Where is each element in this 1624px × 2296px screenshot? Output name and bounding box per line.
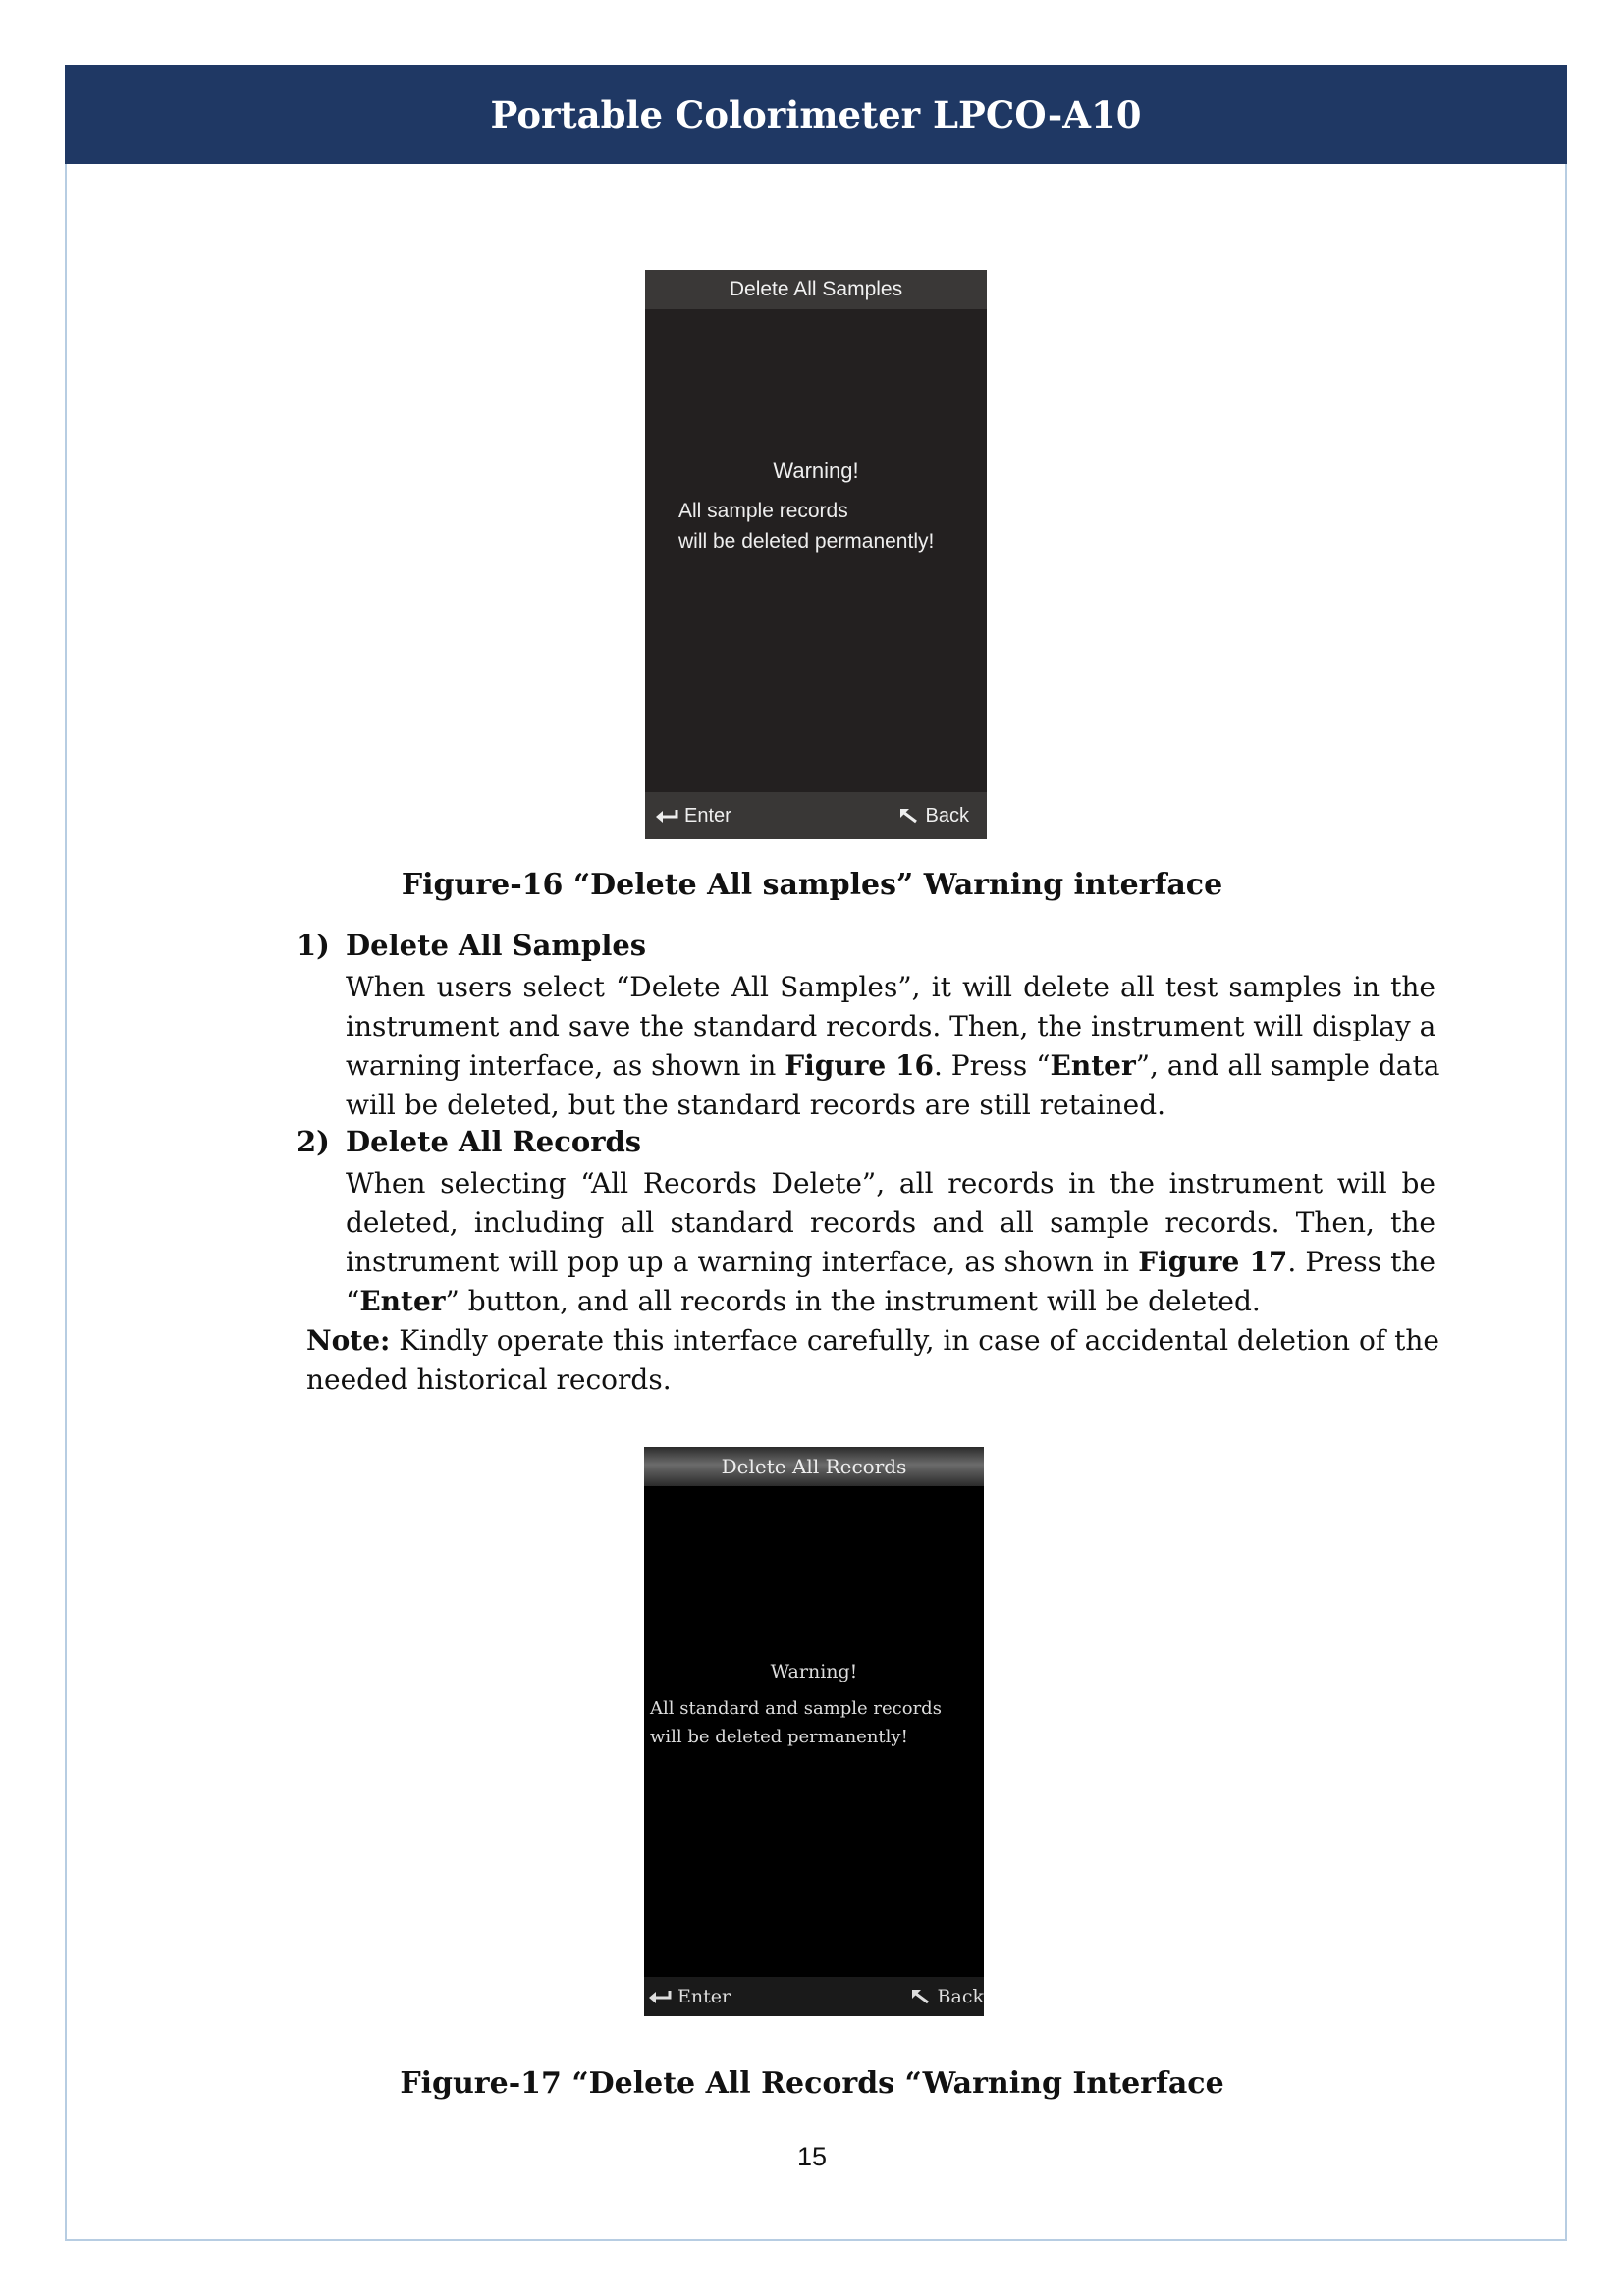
back-softkey	[910, 1986, 984, 2007]
screen-footer	[644, 1977, 984, 2016]
figure-17-caption: Figure-17 “Delete All Records “Warning Interface	[400, 2066, 1224, 2101]
text-line	[346, 1243, 1435, 1282]
page-number: 15	[796, 2142, 828, 2171]
text-run: Kindly operate this interface carefully, in case of accidental deletion of the	[390, 1324, 1439, 1357]
text-line	[306, 1321, 1439, 1361]
warning-title: Warning!	[770, 1661, 858, 1682]
section-heading: Delete All Records	[346, 1125, 642, 1158]
figure-17-screenshot	[644, 1447, 984, 2016]
enter-emphasis: Enter	[1050, 1049, 1136, 1082]
back-arrow-icon	[898, 807, 920, 825]
text-line: When users select “Delete All Samples”, it will delete all test samples in the	[346, 971, 1435, 1003]
section-2-paragraph	[346, 1164, 1435, 1321]
section-heading: Delete All Samples	[346, 929, 647, 962]
text-run: . Press the	[1287, 1246, 1435, 1278]
enter-label: Enter	[677, 1986, 731, 2007]
enter-emphasis: Enter	[359, 1285, 446, 1317]
screen-footer	[645, 792, 987, 839]
figure-16-caption: Figure-16 “Delete All samples” Warning interface	[401, 868, 1223, 902]
text-line: needed historical records.	[306, 1363, 672, 1396]
warning-line: will be deleted permanently!	[650, 1727, 908, 1747]
text-run: ”, and all sample data	[1135, 1049, 1440, 1082]
text-run: “	[346, 1285, 360, 1317]
back-softkey	[898, 805, 969, 828]
text-run: warning interface, as shown in	[346, 1049, 785, 1082]
text-line: deleted, including all standard records and all sample records. Then, the	[346, 1206, 1435, 1239]
back-label: Back	[937, 1986, 984, 2007]
enter-label: Enter	[684, 804, 731, 827]
text-run: . Press “	[933, 1049, 1051, 1082]
note-label: Note:	[306, 1324, 391, 1357]
back-label: Back	[925, 804, 969, 827]
enter-softkey	[648, 1986, 731, 2007]
text-line	[346, 1282, 1435, 1321]
text-line: instrument and save the standard records. Then, the instrument will display a	[346, 1010, 1436, 1042]
note-paragraph	[306, 1321, 1439, 1400]
header-title: Portable Colorimeter LPCO-A10	[490, 92, 1142, 136]
figure-reference: Figure 17	[1138, 1246, 1288, 1278]
back-arrow-icon	[910, 1988, 932, 2005]
text-run: instrument will pop up a warning interface, as shown in	[346, 1246, 1139, 1278]
figure-reference: Figure 16	[785, 1049, 934, 1082]
enter-arrow-icon	[648, 1989, 672, 2004]
warning-title: Warning!	[773, 458, 859, 483]
section-1-paragraph	[346, 968, 1440, 1125]
figure-16-screenshot	[645, 270, 987, 839]
text-line: When selecting “All Records Delete”, all records in the instrument will be	[346, 1167, 1435, 1200]
text-line	[346, 1046, 1440, 1086]
enter-arrow-icon	[655, 808, 678, 824]
text-run: ” button, and all records in the instrument will be deleted.	[445, 1285, 1261, 1317]
enter-softkey	[655, 805, 731, 828]
warning-line: All standard and sample records	[650, 1698, 942, 1719]
page-header	[65, 65, 1567, 164]
screen-title: Delete All Samples	[645, 270, 987, 309]
item-number: 1)	[297, 929, 330, 962]
warning-line: will be deleted permanently!	[678, 530, 935, 553]
warning-line: All sample records	[678, 500, 848, 522]
text-line: will be deleted, but the standard records are still retained.	[346, 1089, 1166, 1121]
item-number: 2)	[297, 1125, 330, 1158]
screen-title: Delete All Records	[644, 1447, 984, 1486]
